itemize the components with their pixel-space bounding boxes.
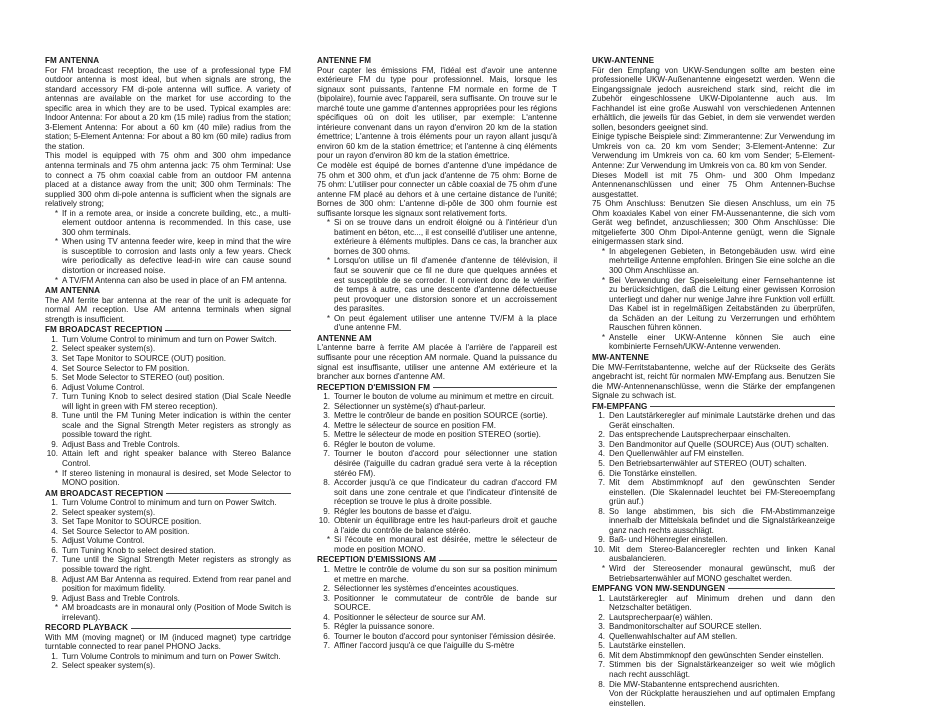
section-heading (317, 334, 557, 344)
item-text: Set Source Selector to FM position. (62, 363, 190, 373)
item-text: So lange abstimmen, bis sich die FM-Abstimmanzeige innerhalb der Mittelskala befindet und die Signalstärkeanzeige ganz nach rechts ausschlägt. (609, 506, 835, 535)
instruction-list (592, 411, 835, 583)
list-item (592, 440, 835, 450)
item-number: 7. (51, 392, 58, 402)
item-number: 5. (51, 536, 58, 546)
item-number: 5. (323, 622, 330, 632)
item-text: Mettre le contrôle de volume du son sur sa position minimum et mettre en marche. (334, 564, 557, 584)
instruction-list (317, 392, 557, 554)
item-number: 1. (51, 334, 58, 344)
item-number: 3. (598, 622, 605, 632)
column-german (592, 56, 835, 708)
paragraph: Dieses Modell ist mit 75 Ohm- und 300 Ohm Impedanz Antennenanschlüssen und einer 75 Ohm Antennen-Buchse ausgestattet. (592, 170, 835, 199)
section (592, 402, 835, 583)
item-number: 6. (598, 650, 605, 660)
paragraph: L'antenne barre à ferrite AM placée à l'arrière de l'appareil est suffisante pour une réception AM normale. Quand la puissance du signal est insuffisante, utiliser une antenne AM extérieure et la brancher aux bornes d'antenne AM. (317, 343, 557, 382)
column-english (45, 56, 291, 671)
section (45, 286, 291, 324)
heading-rule (165, 330, 291, 331)
list-item (592, 641, 835, 651)
item-number: 4. (51, 526, 58, 536)
item-text: Von der Rückplatte herausziehen und auf optimalen Empfang einstellen. (609, 689, 835, 708)
list-item (317, 392, 557, 402)
section-heading-text: ANTENNE FM (317, 56, 372, 65)
item-number: 1. (51, 498, 58, 508)
list-item (45, 392, 291, 411)
item-number: 4. (51, 363, 58, 373)
heading-rule (433, 387, 557, 388)
list-item (592, 545, 835, 564)
item-text: Den Betriebsartenwähler auf STEREO (OUT) schalten. (609, 458, 807, 468)
section-heading-text: AM ANTENNA (45, 286, 101, 296)
section-heading (45, 623, 291, 633)
item-text: Adjust Bass and Treble Controls. (62, 593, 180, 603)
list-item (592, 478, 835, 507)
item-text: Adjust Volume Control. (62, 382, 145, 392)
section-heading-text: RECEPTION D'EMISSIONS AM (317, 555, 437, 565)
item-text: Obtenir un équilibrage entre les haut-parleurs droit et gauche à l'aide du contrôle de balance stéréo. (334, 516, 557, 535)
item-number: 9. (323, 506, 330, 516)
item-text: Set Source Selector to AM position. (62, 526, 190, 536)
instruction-list (45, 498, 291, 622)
item-text: Das entsprechende Lautsprecherpaar einschalten. (609, 430, 791, 440)
list-item (317, 218, 557, 256)
list-item (45, 594, 291, 604)
section-heading (317, 383, 557, 393)
item-number: * (326, 313, 330, 323)
item-text: Positionner le sélecteur de source sur AM. (334, 612, 486, 622)
heading-rule (650, 406, 835, 407)
item-text: Régler la puissance sonore. (334, 622, 435, 632)
list-item (45, 383, 291, 393)
list-item (45, 661, 291, 671)
section-heading (592, 402, 835, 412)
item-number: 8. (51, 574, 58, 584)
item-number: * (54, 275, 58, 285)
list-item (317, 440, 557, 450)
list-item (592, 507, 835, 536)
section-heading-text: FM-EMPFANG (592, 401, 648, 411)
item-number: * (326, 535, 330, 545)
item-number: 6. (598, 468, 605, 478)
paragraph: Für den Empfang von UKW-Sendungen sollte am besten eine professionelle UKW-Außenantenne eingesetzt werden. Wenn die Eingangssignale jedoch ausreichend stark sind, reicht die im Zubehör eingeschlossene UKW-Dipolantenne auch aus. Im Fachhandel ist eine große Auswahl von verschiedenen Antennen erhältlich, die jeweils für das Gebiet, in dem sie verwendet werden sollen, besonders geeignet sind. (592, 65, 835, 132)
paragraph: With MM (moving magnet) or IM (induced magnet) type cartridge turntable connected to rear panel PHONO Jacks. (45, 632, 291, 652)
section-heading-text: UKW-ANTENNE (592, 56, 655, 65)
item-number: 1. (51, 651, 58, 661)
list-item (592, 660, 835, 679)
column-french (317, 56, 557, 651)
list-item (45, 536, 291, 546)
item-number: * (54, 468, 58, 478)
item-number: 4. (598, 449, 605, 459)
instruction-list (317, 565, 557, 651)
item-text: Set Mode Selector to STEREO (out) position. (62, 373, 225, 383)
list-item (592, 632, 835, 642)
item-text: Lorsqu'on utilise un fil d'amenée d'antenne de télévision, il faut se souvenir que ce fil ne dure que quelques années et est susceptible de se corroder. Il convient donc de le vérifier de temps à autre, cas une descente d'antenne défectueuse peut provoquer une distorsion sonore et un accroissement des parasites. (334, 256, 557, 314)
item-number: 4. (323, 612, 330, 622)
list-item (45, 469, 291, 488)
item-text: Tourner le bouton d'accord pour sélectionner une station désirée (l'aiguille du cadran gradué sera verte à la réception stéréo FM). (334, 449, 557, 478)
section-heading-text: ANTENNE AM (317, 333, 372, 343)
item-number: * (326, 256, 330, 266)
list-item (45, 527, 291, 537)
list-item (592, 594, 835, 613)
paragraph: The AM ferrite bar antenna at the rear of the unit is adequate for normal AM reception. Use AM antenna terminals when signal strength is insufficient. (45, 295, 291, 324)
list-item (592, 333, 835, 352)
list-item (317, 516, 557, 535)
list-item (317, 535, 557, 554)
item-number: 7. (598, 478, 605, 488)
item-number: 10. (593, 544, 605, 554)
item-text: Anstelle einer UKW-Antenne können Sie auch eine kombinierte Fernseh/UKW-Antenne verwenden. (609, 332, 835, 352)
item-number: 1. (598, 411, 605, 421)
section (592, 584, 835, 708)
section-heading (317, 56, 557, 66)
item-text: Tourner le bouton de volume au minimum et mettre en circuit. (334, 392, 554, 402)
item-number: 6. (51, 382, 58, 392)
heading-rule (131, 628, 291, 629)
section-heading (592, 56, 835, 66)
instruction-list (45, 335, 291, 488)
item-text: Select speaker system(s). (62, 507, 156, 517)
item-number: 2. (598, 612, 605, 622)
list-item (45, 344, 291, 354)
item-number: 2. (598, 430, 605, 440)
paragraph: Pour capter les émissions FM, l'idéal est d'avoir une antenne extérieure FM du type pour professionnel. Mais, lorsque les signaux sont puissants, l'antenne FM normale en forme de T (bipolaire), fournie avec l'appareil, sera suffisante. On trouve sur le marché toute une gamme d'antennes appropriées pour les régions spécifiques où on doit les utiliser, par exemple: L'antenne intérieure convenant dans un rayon d'environ 20 km de la station émettrice; L'antenne à trois éléments pour un rayon allant jusqu'à environ 60 km de la station émettrice; et l'antenne à cinq éléments pour un rayon d'environ 80 km de la station émettrice. (317, 65, 557, 161)
item-number: * (601, 275, 605, 285)
item-number: 10. (318, 516, 330, 526)
list-item (45, 209, 291, 238)
item-text: Bei Verwendung der Speiseleitung einer Fernsehantenne ist zu berücksichtigen, daß die Leitung einer gewissen Korrosion unterliegt und daher nur wenige Jahre ihre Funktion voll erfüllt. Das Kabel ist in regelmäßigen Zeitabständen zu überprüfen, da Schäden an der Leitung zu Verzerrungen und erhöhtem Rauschen führen können. (609, 275, 835, 333)
list-item (45, 364, 291, 374)
item-text: Adjust Volume Control. (62, 536, 145, 546)
section-heading-text: FM BROADCAST RECEPTION (45, 325, 163, 335)
section (317, 56, 557, 333)
item-text: Die MW-Stabantenne entsprechend ausrichten. (609, 679, 780, 689)
item-number: 7. (598, 660, 605, 670)
item-number: 3. (51, 353, 58, 363)
item-number: * (601, 563, 605, 573)
list-item (592, 613, 835, 623)
item-text: Mit dem Stereo-Balanceregler rechten und linken Kanal ausbalancieren. (609, 544, 835, 564)
item-number: 1. (323, 564, 330, 574)
section-heading-text: EMPFANG VON MW-SENDUNGEN (592, 584, 726, 594)
list-item (45, 411, 291, 440)
item-text: AM broadcasts are in monaural only (Position of Mode Switch is irrelevant). (62, 603, 291, 622)
list-item (317, 594, 557, 613)
instruction-list (45, 209, 291, 285)
list-item (45, 508, 291, 518)
item-text: Mettre le contrôleur de bande en position SOURCE (sortie). (334, 411, 548, 421)
section-heading (317, 555, 557, 565)
instruction-list (45, 652, 291, 671)
item-text: Den Lautstärkeregler auf minimale Lautstärke drehen und das Gerät einschalten. (609, 411, 835, 430)
paragraph: Die MW-Ferritstabantenne, welche auf der Rückseite des Geräts angebracht ist, reicht für normalen MW-Empfang aus. Benutzen Sie die MW-Antennenanschlüsse, wenn die Stärke der empfangenen Signale zu schwach ist. (592, 362, 835, 401)
list-item (317, 314, 557, 333)
section (45, 56, 291, 285)
list-item (592, 680, 835, 690)
list-item (45, 440, 291, 450)
list-item (45, 546, 291, 556)
section (317, 383, 557, 555)
heading-rule (439, 560, 557, 561)
item-number: 6. (51, 545, 58, 555)
section-heading-text: RECORD PLAYBACK (45, 623, 129, 633)
item-text: Adjust AM Bar Antenna as required. Extend from rear panel and position for maximum fidelity. (62, 574, 291, 594)
item-number: 2. (323, 401, 330, 411)
item-text: In abgelegenen Gebieten, in Betongebäuden usw. wird eine mehrteilige Antenne empfohlen. Bringen Sie eine solche an die 300 Ohm Anschlüsse an. (609, 246, 835, 276)
list-item (592, 651, 835, 661)
list-item (317, 622, 557, 632)
item-text: Set Tape Monitor to SOURCE (OUT) position. (62, 353, 227, 363)
item-text: Tune until the Signal Strength Meter registers as strongly as possible toward the right. (62, 555, 291, 574)
section-heading-text: FM ANTENNA (45, 56, 100, 65)
item-number: 2. (51, 507, 58, 517)
list-item (45, 498, 291, 508)
item-number: 6. (323, 631, 330, 641)
list-item (45, 449, 291, 468)
instruction-list (592, 247, 835, 352)
item-number: 1. (323, 392, 330, 402)
section-heading-text: AM BROADCAST RECEPTION (45, 488, 164, 498)
item-number: * (54, 237, 58, 247)
list-item (45, 354, 291, 364)
paragraph: For FM broadcast reception, the use of a professional type FM outdoor antenna is most ideal, but when signals are strong, the standard accessory FM di-pole antenna will suffice. A variety of antennas are available on the market for use according to the specific area in which they are to be used. Typical examples are: Indoor Antenna: For about a 20 km (15 mile) radius from the station; 3-Element Antenna: For about a 60 km (40 mile) radius from the station; 5-Element Antenna: For about a 80 km (60 mile) radius from the station. (45, 65, 291, 151)
list-item (592, 689, 835, 708)
item-number: * (54, 208, 58, 218)
item-number: 9. (598, 535, 605, 545)
section (317, 334, 557, 382)
section-heading (45, 489, 291, 499)
list-item (317, 584, 557, 594)
item-number: 2. (51, 661, 58, 671)
list-item (592, 469, 835, 479)
item-number: 2. (323, 584, 330, 594)
item-text: Régler le bouton de volume. (334, 439, 436, 449)
item-text: On peut également utiliser une antenne TV/FM à la place d'une antenne FM. (334, 313, 557, 333)
item-text: Turn Volume Control to minimum and turn on Power Switch. (62, 498, 277, 508)
item-text: Quellenwahlschalter auf AM stellen. (609, 631, 738, 641)
list-item (592, 449, 835, 459)
item-text: Die Tonstärke einstellen. (609, 468, 698, 478)
list-item (45, 373, 291, 383)
item-text: Select speaker system(s). (62, 344, 156, 354)
section-heading (45, 286, 291, 296)
item-text: Baß- und Höhenregler einstellen. (609, 535, 728, 545)
list-item (592, 411, 835, 430)
item-text: Tune until the FM Tuning Meter indication is within the center scale and the Signal Strength Meter registers as strongly as possible toward the right. (62, 411, 291, 440)
item-text: Den Bandmonitor auf Quelle (SOURCE) Aus (OUT) schalten. (609, 439, 829, 449)
item-text: A TV/FM Antenna can also be used in place of an FM antenna. (62, 275, 287, 285)
paragraph: 75 Ohm Anschluss: Benutzen Sie diesen Anschluss, um ein 75 Ohm koaxiales Kabel von einer FM-Aussenantenne, die sich vom Gerät weg befindet, anzuschliessen; 300 Ohm Anschlüsse: Die mitgelieferte 300 Ohm Dipol-Antenne genügt, wenn die Signale einigermassen stark sind. (592, 199, 835, 247)
list-item (592, 247, 835, 276)
item-text: Wird der Stereosender monaural gewünscht, muß der Betriebsartenwähler auf MONO geschaltet werden. (609, 563, 835, 583)
item-text: Positionner le commutateur de contrôle de bande sur SOURCE. (334, 593, 557, 613)
section-heading (592, 584, 835, 594)
item-number: 5. (51, 373, 58, 383)
section (592, 56, 835, 352)
item-text: Tourner le bouton d'accord pour syntoniser l'émission désirée. (334, 631, 556, 641)
item-text: Select speaker system(s). (62, 661, 156, 671)
item-number: 3. (323, 411, 330, 421)
list-item (45, 575, 291, 594)
item-text: Turn Volume Controls to minimum and turn on Power Switch. (62, 651, 281, 661)
item-number: 8. (51, 411, 58, 421)
item-text: Accorder jusqu'à ce que l'indicateur du cadran d'accord FM soit dans une zone centrale et que l'indicateur d'intensité de réception se trouve le plus à droite possible. (334, 478, 557, 507)
item-number: 7. (323, 641, 330, 651)
list-item (45, 237, 291, 275)
list-item (317, 256, 557, 313)
item-number: 4. (598, 631, 605, 641)
list-item (317, 632, 557, 642)
section (45, 325, 291, 487)
item-text: Régler les boutons de basse et d'aigu. (334, 506, 472, 516)
section-heading (45, 56, 291, 66)
item-text: Den Quellenwähler auf FM einstellen. (609, 449, 744, 459)
item-number: 9. (51, 593, 58, 603)
item-number: 7. (323, 449, 330, 459)
list-item (317, 507, 557, 517)
list-item (317, 641, 557, 651)
item-number: * (601, 332, 605, 342)
item-text: Attain left and right speaker balance with Stereo Balance Control. (62, 449, 291, 468)
item-number: 10. (46, 449, 58, 459)
item-text: Sélectionner un système(s) d'haut-parleur. (334, 401, 486, 411)
item-number: 5. (323, 430, 330, 440)
item-text: Si on se trouve dans un endroit éloigné ou à l'intérieur d'un batiment en béton, etc..., il est conseillé d'utiliser une antenne, extérieure à éléments multiples. Dans ce cas, la brancher aux bornes de 300 ohms. (334, 218, 557, 256)
paragraph: Einige typische Beispiele sind: Zimmerantenne: Zur Verwendung im Umkreis von ca. 20 km vom Sender; 3-Element-Antenne: Zur Verwendung im Umkreis von ca. 60 km vom Sender; 5-Element-Antenne: Zur Verwendung im Umkreis von ca. 80 km von Sender. (592, 132, 835, 171)
list-item (317, 411, 557, 421)
item-text: Lautstärkeregler auf Minimum drehen und dann den Netzschalter betätigen. (609, 593, 835, 613)
item-number: 8. (323, 478, 330, 488)
list-item (317, 430, 557, 440)
section (592, 353, 835, 401)
instruction-list (592, 594, 835, 708)
section-heading (592, 353, 835, 363)
list-item (45, 603, 291, 622)
item-number: 3. (51, 517, 58, 527)
item-text: Turn Tuning Knob to select desired station. (62, 545, 216, 555)
item-number: 8. (598, 506, 605, 516)
list-item (592, 430, 835, 440)
paragraph: Ce modèle est équipé de bornes d'antenne d'une impédance de 75 ohm et 300 ohm, et d'un jack d'antenne de 75 ohm: Borne de 75 ohm: L'utiliser pour connecter un câble coaxial de 75 ohm d'une antenne FM placé au dehors et à une certaine distance de l'unité; Bornes de 300 ohm: L'antenne di-pôle de 300 ohm fournie est suffisante lorsque les signaux sont relativement forts. (317, 161, 557, 218)
item-number: 9. (51, 439, 58, 449)
item-text: Stimmen bis der Signalstärkeanzeiger so weit wie möglich nach recht ausschlägt. (609, 660, 835, 679)
item-number: 7. (51, 555, 58, 565)
list-item (592, 459, 835, 469)
list-item (317, 449, 557, 478)
list-item (592, 622, 835, 632)
item-text: Si l'écoute en monaural est désirée, mettre le sélecteur de mode en position MONO. (334, 535, 557, 554)
item-number: 1. (598, 593, 605, 603)
list-item (45, 335, 291, 345)
item-text: Mettre le sélecteur de source en position FM. (334, 420, 496, 430)
item-text: If in a remote area, or inside a concrete building, etc., a multi-element outdoor antenna is recommended. In this case, use 300 ohm terminals. (62, 208, 291, 237)
item-text: If stereo listening in monaural is desired, set Mode Selector to MONO position. (62, 468, 291, 488)
heading-rule (728, 588, 835, 589)
item-text: Mit dem Abstimmknopf auf den gewünschten Sender einstellen. (Die Skalennadel leuchtet bei FM-Stereoempfang grün auf.) (609, 478, 835, 507)
section (317, 555, 557, 650)
item-text: Affiner l'accord jusqu'à ce que l'aiguille du S-mètre (334, 641, 515, 651)
instruction-list (317, 218, 557, 333)
list-item (45, 652, 291, 662)
item-number: 2. (51, 344, 58, 354)
item-text: Lautstärke einstellen. (609, 641, 686, 651)
item-text: Sélectionner les systèmes d'enceintes acoustiques. (334, 584, 519, 594)
item-number: 5. (598, 641, 605, 651)
item-number: * (326, 218, 330, 228)
section-heading (45, 325, 291, 335)
item-number: 4. (323, 420, 330, 430)
item-number: 8. (598, 679, 605, 689)
item-number: 6. (323, 439, 330, 449)
list-item (317, 565, 557, 584)
list-item (592, 564, 835, 583)
item-text: Bandmonitorschalter auf SOURCE stellen. (609, 622, 762, 632)
section-heading-text: MW-ANTENNE (592, 352, 650, 362)
item-number: 3. (598, 439, 605, 449)
item-number: * (54, 603, 58, 613)
heading-rule (166, 493, 291, 494)
list-item (592, 276, 835, 333)
list-item (45, 517, 291, 527)
item-number (592, 689, 609, 708)
list-item (317, 478, 557, 507)
section-heading-text: RECEPTION D'EMISSION FM (317, 382, 431, 392)
item-text: Mit dem Abstimmknopf den gewünschten Sender einstellen. (609, 650, 824, 660)
item-text: Set Tape Monitor to SOURCE position. (62, 517, 202, 527)
list-item (592, 535, 835, 545)
list-item (317, 613, 557, 623)
item-text: Turn Volume Control to minimum and turn on Power Switch. (62, 334, 277, 344)
item-text: Adjust Bass and Treble Controls. (62, 439, 180, 449)
item-number: 3. (323, 593, 330, 603)
list-item (317, 421, 557, 431)
item-text: When using TV antenna feeder wire, keep in mind that the wire is susceptible to corrosion and lasts only a few years. Check wire periodically as defective lead-in wire can cause sound distortion or increased noise. (62, 237, 291, 276)
item-text: Turn Tuning Knob to select desired station (Dial Scale Needle will light in green with FM stereo reception). (62, 392, 291, 411)
list-item (45, 276, 291, 286)
list-item (45, 555, 291, 574)
item-number: * (601, 246, 605, 256)
item-text: Lautsprecherpaar(e) wählen. (609, 612, 713, 622)
item-text: Mettre le sélecteur de mode en position STEREO (sortie). (334, 430, 541, 440)
paragraph: This model is equipped with 75 ohm and 300 ohm impedance antenna terminals and 75 ohm antenna jack: 75 ohm Terminal: Use to connect a 75 ohm coaxial cable from an outdoor FM antenna placed at a distance away from the unit; 300 ohm Terminals: The supplied 300 ohm di-pole antenna is sufficient when the signals are relatively strong; (45, 151, 291, 209)
item-number: 5. (598, 458, 605, 468)
section (45, 489, 291, 623)
list-item (317, 402, 557, 412)
section (45, 623, 291, 671)
